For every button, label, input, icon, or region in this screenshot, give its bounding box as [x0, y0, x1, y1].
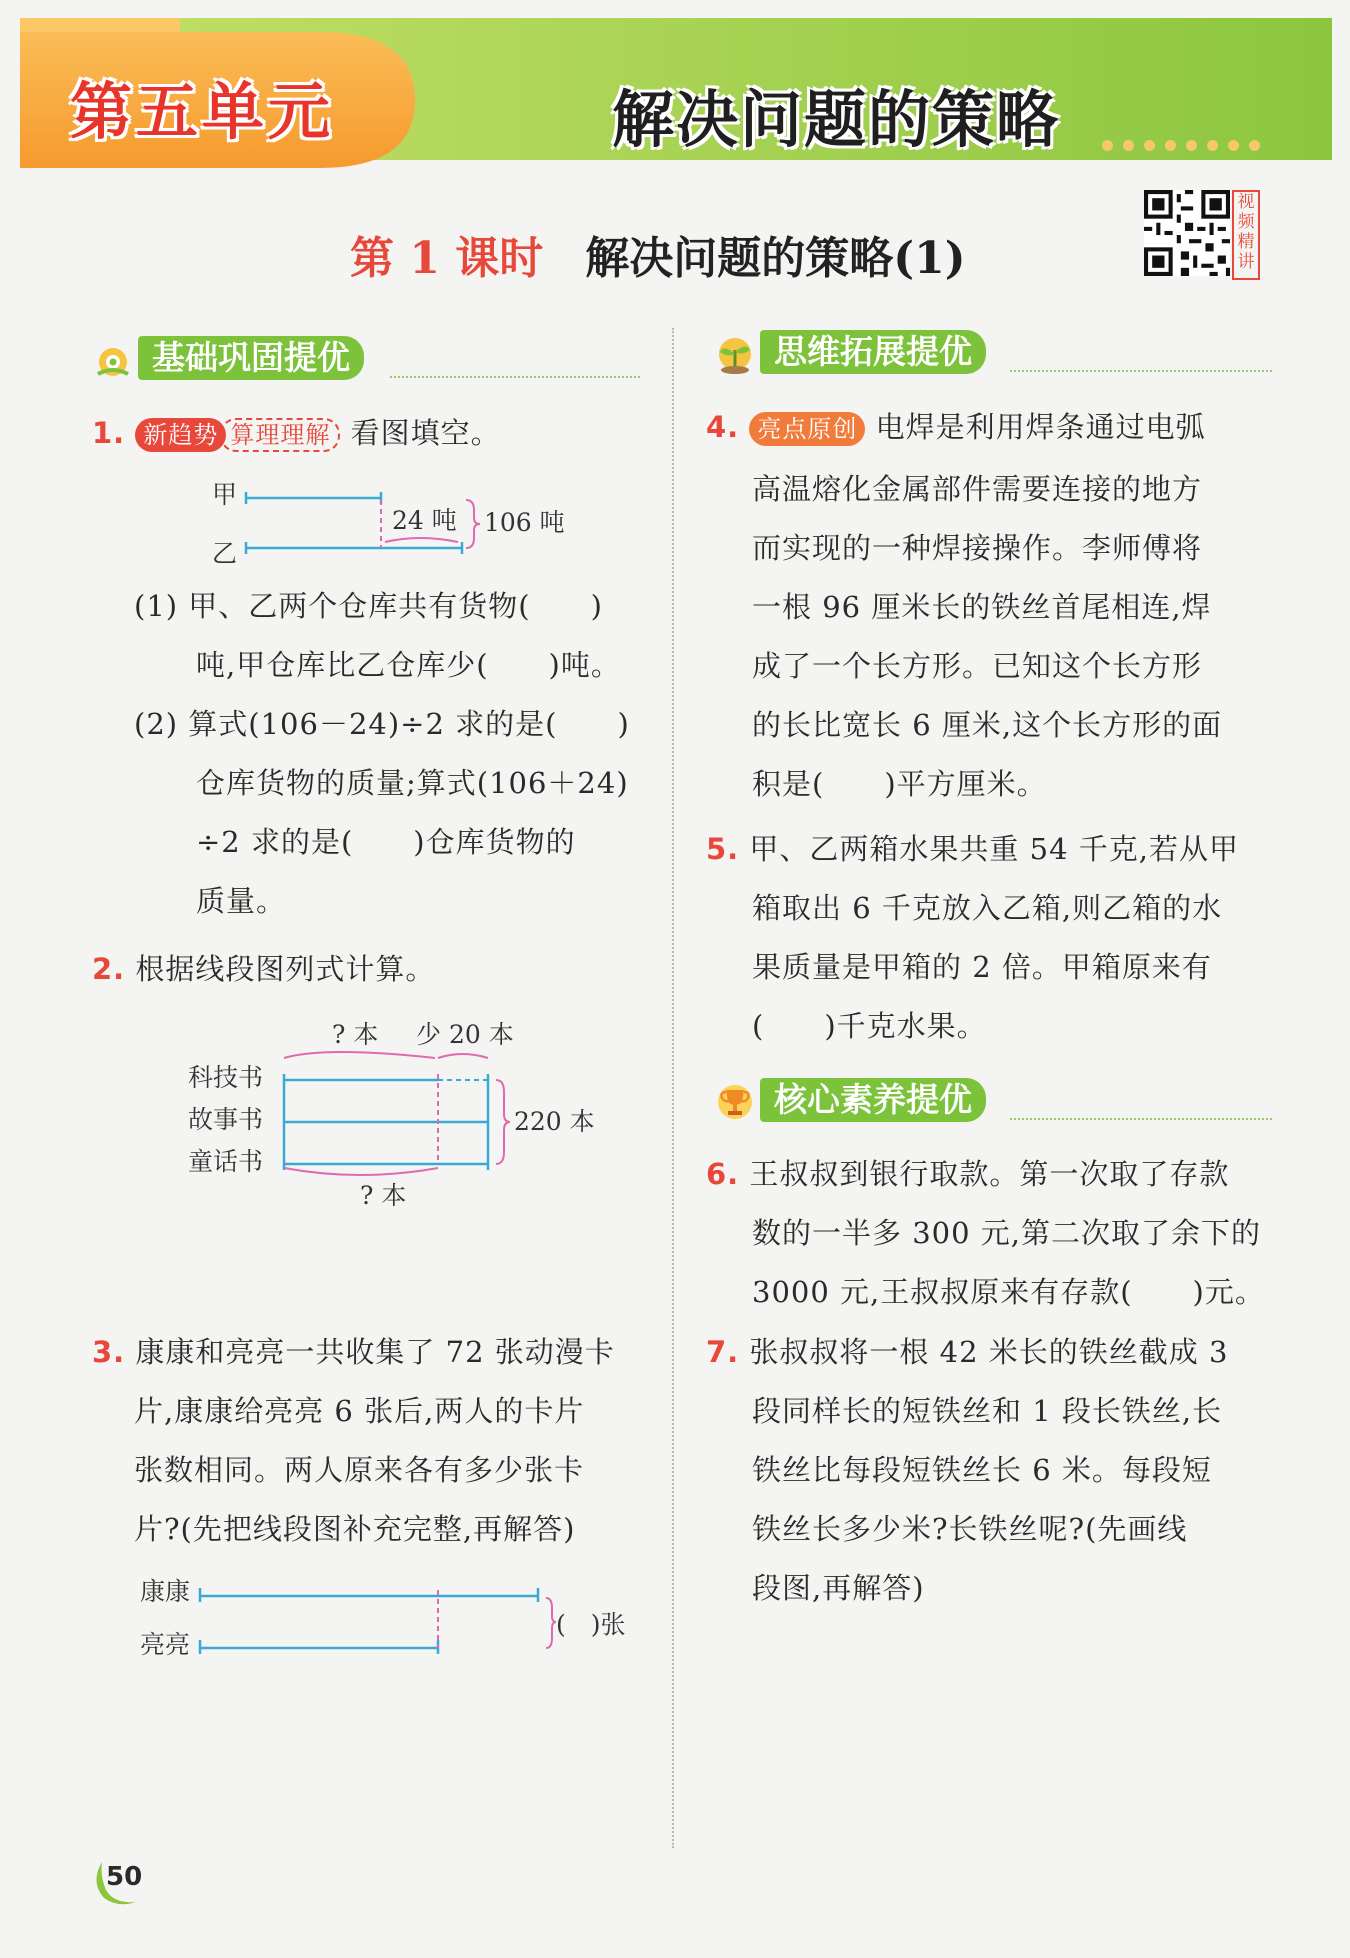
section-label: 基础巩固提优 [138, 336, 364, 380]
q3-blank-label: ( )张 [556, 1610, 626, 1639]
decorative-dots [1102, 136, 1270, 155]
q2-top-q: ? 本 [332, 1020, 379, 1049]
q1-total-label: 106 吨 [484, 508, 565, 537]
question-5-line4: ( )千克水果。 [752, 1009, 987, 1043]
q2-row2-label: 故事书 [188, 1105, 264, 1134]
q2-segment-diagram [180, 1010, 595, 1210]
flower-icon [90, 336, 136, 382]
page-number: 50 [106, 1862, 143, 1892]
q2-top-less: 少 20 本 [416, 1020, 514, 1049]
question-7-line4: 铁丝长多少米?长铁丝呢?(先画线 [752, 1512, 1188, 1546]
question-4-line4: 一根 96 厘米长的铁丝首尾相连,焊 [752, 590, 1212, 624]
qr-code-icon[interactable] [1144, 190, 1230, 276]
q1-part2-line4: 质量。 [196, 884, 287, 918]
question-3-line3: 张数相同。两人原来各有多少张卡 [134, 1453, 585, 1487]
question-4-line6: 的长比宽长 6 厘米,这个长方形的面 [752, 708, 1223, 742]
q1-part2-line2: 仓库货物的质量;算式(106＋24) [196, 766, 629, 800]
question-6-line1: 6. 王叔叔到银行取款。第一次取了存款 [706, 1157, 1230, 1191]
question-1-header: 1. 新趋势 算理理解 看图填空。 [92, 416, 501, 450]
q1-part1-line2: 吨,甲仓库比乙仓库少( )吨。 [196, 648, 621, 682]
section-header-core [712, 1078, 1272, 1124]
question-6-line2: 数的一半多 300 元,第二次取了余下的 [752, 1216, 1262, 1250]
q1-segment-diagram [200, 470, 580, 570]
sprout-icon [712, 330, 758, 376]
question-2: 2. 根据线段图列式计算。 [92, 952, 436, 986]
q2-row1-label: 科技书 [188, 1063, 264, 1092]
question-5-line1: 5. 甲、乙两箱水果共重 54 千克,若从甲 [706, 832, 1239, 866]
q1-diff-label: 24 吨 [392, 506, 457, 535]
q1-part2-line3: ÷2 求的是( )仓库货物的 [196, 825, 576, 859]
tag-reasoning: 算理理解 [220, 418, 340, 452]
question-7-line2: 段同样长的短铁丝和 1 段长铁丝,长 [752, 1394, 1223, 1428]
q3-brace [546, 1598, 556, 1648]
question-4-line3: 而实现的一种焊接操作。李师傅将 [752, 531, 1203, 565]
question-3-line1: 3. 康康和亮亮一共收集了 72 张动漫卡 [92, 1335, 615, 1369]
question-7-line3: 铁丝比每段短铁丝长 6 米。每段短 [752, 1453, 1212, 1487]
section-label: 核心素养提优 [760, 1078, 986, 1122]
question-7-line5: 段图,再解答) [752, 1571, 925, 1605]
question-4-line5: 成了一个长方形。已知这个长方形 [752, 649, 1203, 683]
q2-row3-label: 童话书 [188, 1147, 264, 1176]
q2-total-brace [496, 1080, 510, 1164]
q1-part1-line1: (1) 甲、乙两个仓库共有货物( ) [134, 589, 603, 623]
question-6-line3: 3000 元,王叔叔原来有存款( )元。 [752, 1275, 1265, 1309]
q1-label-a: 甲 [212, 480, 238, 509]
question-3-line2: 片,康康给亮亮 6 张后,两人的卡片 [134, 1394, 585, 1428]
q2-total-label: 220 本 [514, 1107, 595, 1136]
question-3-line4: 片?(先把线段图补充完整,再解答) [134, 1512, 576, 1546]
q3-segment-diagram [136, 1570, 656, 1680]
tag-new-trend: 新趋势 [135, 418, 226, 452]
question-4-line1: 4. 亮点原创 电焊是利用焊条通过电弧 [706, 410, 1206, 444]
q2-bottom-q: ? 本 [360, 1181, 407, 1210]
chapter-title: 解决问题的策略 [612, 83, 1061, 156]
q1-total-brace [466, 500, 480, 548]
trophy-icon [712, 1078, 758, 1124]
section-label: 思维拓展提优 [760, 330, 986, 374]
qr-label: 视频精讲 [1232, 190, 1260, 280]
q3-row2-label: 亮亮 [140, 1630, 191, 1659]
column-divider [672, 328, 674, 1848]
question-5-line3: 果质量是甲箱的 2 倍。甲箱原来有 [752, 950, 1212, 984]
section-header-thinking [712, 330, 1272, 376]
question-7-line1: 7. 张叔叔将一根 42 米长的铁丝截成 3 [706, 1335, 1229, 1369]
tag-original: 亮点原创 [749, 412, 865, 446]
question-4-line2: 高温熔化金属部件需要连接的地方 [752, 472, 1203, 506]
q1-part2-line1: (2) 算式(106－24)÷2 求的是( ) [134, 707, 630, 741]
q1-label-b: 乙 [212, 539, 238, 568]
question-5-line2: 箱取出 6 千克放入乙箱,则乙箱的水 [752, 891, 1223, 925]
unit-title: 第五单元 [70, 75, 335, 148]
question-4-line7: 积是( )平方厘米。 [752, 767, 1047, 801]
lesson-title: 第 1 课时 解决问题的策略(1) [350, 233, 966, 284]
section-header-basic [90, 336, 650, 382]
q3-row1-label: 康康 [140, 1577, 191, 1606]
